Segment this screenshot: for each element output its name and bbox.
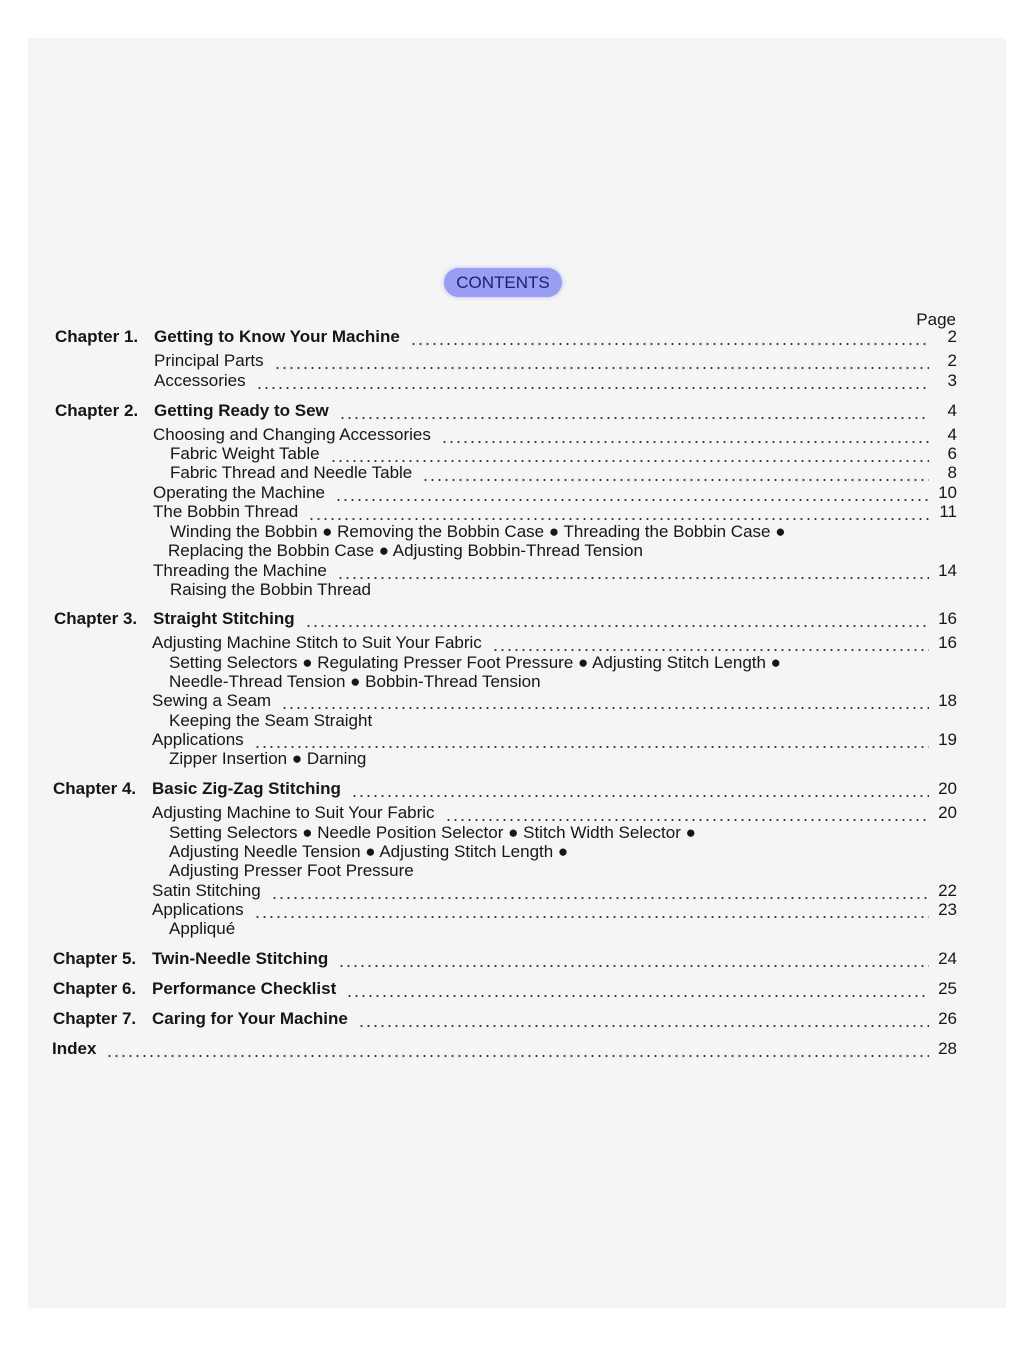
leader-dots: [337, 577, 929, 579]
leader-dots: [339, 417, 929, 419]
leader-dots: [281, 707, 929, 709]
chapter-6-title: Performance Checklist: [152, 979, 337, 998]
subtopics-zz-2: Adjusting Needle Tension ● Adjusting Stitch Length ●: [169, 842, 569, 861]
subtopics-raising: Raising the Bobbin Thread: [170, 580, 371, 599]
subtopics-setting-1: Setting Selectors ● Regulating Presser Foot Pressure ● Adjusting Stitch Length ●: [169, 653, 781, 672]
toc-entry-adjusting-fabric[interactable]: [152, 803, 957, 825]
leader-dots: [106, 1055, 929, 1057]
leader-dots: [274, 367, 929, 369]
toc-entry-page: 3: [947, 371, 957, 390]
toc-entry-label: The Bobbin Thread: [153, 502, 299, 521]
subtopics-zz-3: Adjusting Presser Foot Pressure: [169, 861, 414, 880]
toc-entry-page: 10: [938, 483, 957, 502]
chapter-5-title: Twin-Needle Stitching: [152, 949, 329, 968]
chapter-2-page: 4: [947, 401, 957, 420]
chapter-5-page: 24: [938, 949, 957, 968]
leader-dots: [441, 441, 929, 443]
index-label: Index: [52, 1039, 97, 1058]
toc-entry-label: Operating the Machine: [153, 483, 325, 502]
leader-dots: [335, 499, 929, 501]
toc-entry-page: 4: [947, 425, 957, 444]
toc-entry-page: 14: [938, 561, 957, 580]
toc-entry-page: 8: [947, 463, 957, 482]
toc-entry-label: Applications: [152, 730, 244, 749]
toc-entry-sewing-seam[interactable]: [152, 691, 957, 713]
toc-entry-page: 19: [938, 730, 957, 749]
chapter-3-page: 16: [938, 609, 957, 628]
subtopics-bobbin-1: Winding the Bobbin ● Removing the Bobbin Case ● Threading the Bobbin Case ●: [170, 522, 786, 541]
chapter-3-prefix: Chapter 3.: [54, 609, 138, 628]
chapter-2-prefix: Chapter 2.: [55, 401, 139, 420]
toc-entry-page: 11: [939, 502, 957, 521]
toc-entry-page: 23: [938, 900, 957, 919]
chapter-6-page: 25: [938, 979, 957, 998]
leader-dots: [330, 460, 929, 462]
toc-entry-accessories[interactable]: [154, 371, 957, 393]
chapter-6-entry[interactable]: [152, 979, 957, 1001]
leader-dots: [358, 1025, 929, 1027]
chapter-1-title: Getting to Know Your Machine: [154, 327, 400, 346]
toc-entry-label: Fabric Thread and Needle Table: [170, 463, 413, 482]
toc-entry-label: Accessories: [154, 371, 246, 390]
leader-dots: [271, 897, 929, 899]
toc-entry-bobbin-thread[interactable]: [153, 502, 957, 524]
chapter-4-entry[interactable]: [152, 779, 957, 801]
subtopics-bobbin-2: Replacing the Bobbin Case ● Adjusting Bobbin-Thread Tension: [168, 541, 643, 560]
toc-entry-label: Adjusting Machine to Suit Your Fabric: [152, 803, 435, 822]
toc-entry-label: Sewing a Seam: [152, 691, 272, 710]
index-page: 28: [938, 1039, 957, 1058]
index-entry[interactable]: [52, 1039, 957, 1061]
subtopics-setting-2: Needle-Thread Tension ● Bobbin-Thread Tension: [169, 672, 541, 691]
leader-dots: [256, 387, 929, 389]
subtopics-zipper: Zipper Insertion ● Darning: [169, 749, 367, 768]
chapter-2-entry[interactable]: [154, 401, 957, 423]
subtopics-keeping: Keeping the Seam Straight: [169, 711, 373, 730]
toc-entry-page: 6: [947, 444, 957, 463]
toc-entry-applications-4[interactable]: [152, 900, 957, 922]
leader-dots: [445, 819, 929, 821]
page-column-label: Page: [916, 310, 956, 329]
toc-entry-page: 2: [947, 351, 957, 370]
leader-dots: [492, 649, 929, 651]
toc-entry-principal-parts[interactable]: [154, 351, 957, 373]
chapter-2-title: Getting Ready to Sew: [154, 401, 329, 420]
chapter-7-title: Caring for Your Machine: [152, 1009, 348, 1028]
toc-entry-page: 20: [938, 803, 957, 822]
subtopics-applique: Appliqué: [169, 919, 236, 938]
toc-entry-label: Choosing and Changing Accessories: [153, 425, 431, 444]
toc-entry-label: Principal Parts: [154, 351, 264, 370]
leader-dots: [254, 746, 929, 748]
chapter-3-title: Straight Stitching: [153, 609, 295, 628]
chapter-1-entry[interactable]: [154, 327, 957, 349]
chapter-1-page: 2: [947, 327, 957, 346]
toc-entry-page: 16: [938, 633, 957, 652]
leader-dots: [338, 965, 929, 967]
leader-dots: [346, 995, 929, 997]
chapter-7-entry[interactable]: [152, 1009, 957, 1031]
leader-dots: [308, 518, 929, 520]
leader-dots: [422, 479, 929, 481]
chapter-3-entry[interactable]: [153, 609, 957, 631]
toc-entry-label: Applications: [152, 900, 244, 919]
toc-entry-label: Satin Stitching: [152, 881, 261, 900]
chapter-4-title: Basic Zig-Zag Stitching: [152, 779, 341, 798]
leader-dots: [254, 916, 929, 918]
leader-dots: [305, 625, 929, 627]
subtopics-zz-1: Setting Selectors ● Needle Position Selector ● Stitch Width Selector ●: [169, 823, 696, 842]
toc-entry-label: Fabric Weight Table: [170, 444, 320, 463]
toc-entry-fabric-thread[interactable]: [170, 463, 957, 485]
toc-entry-adjusting-stitch[interactable]: [152, 633, 957, 655]
contents-heading: CONTENTS: [444, 268, 562, 297]
toc-entry-page: 22: [938, 881, 957, 900]
toc-entry-label: Threading the Machine: [153, 561, 327, 580]
leader-dots: [351, 795, 929, 797]
chapter-7-page: 26: [938, 1009, 957, 1028]
toc-entry-label: Adjusting Machine Stitch to Suit Your Fabric: [152, 633, 482, 652]
chapter-6-prefix: Chapter 6.: [53, 979, 137, 998]
chapter-4-page: 20: [938, 779, 957, 798]
chapter-4-prefix: Chapter 4.: [53, 779, 137, 798]
chapter-7-prefix: Chapter 7.: [53, 1009, 137, 1028]
chapter-5-prefix: Chapter 5.: [53, 949, 137, 968]
leader-dots: [410, 343, 929, 345]
chapter-5-entry[interactable]: [152, 949, 957, 971]
toc-entry-page: 18: [938, 691, 957, 710]
chapter-1-prefix: Chapter 1.: [55, 327, 139, 346]
